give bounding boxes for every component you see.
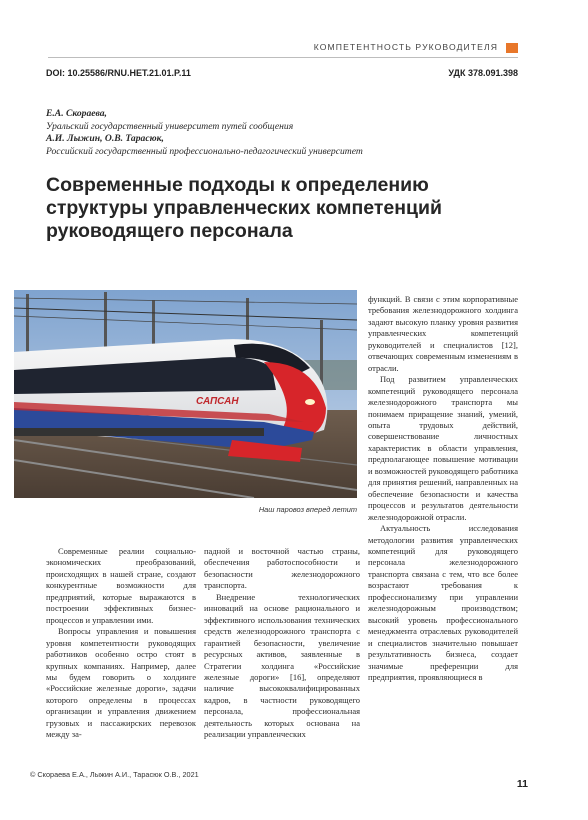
page-number: 11	[516, 778, 528, 790]
header-rule	[48, 57, 518, 58]
paragraph: Внедрение технологических инноваций на основе рационального и эффективного использования технических средств железнодорожного транспорта с гарантией безопасности, увеличение ресурсных активов, заявленные в Стратегии холдинга «Российские железные дороги» [16], определяют наличие высококвалифицированных кадров, в частности руководящего персонала, профессиональная деятельность которых основана на реализации управленческих	[204, 591, 360, 740]
section-label: КОМПЕТЕНТНОСТЬ РУКОВОДИТЕЛЯ	[313, 42, 498, 52]
author-affiliation: Российский государственный профессионально-педагогический университет	[46, 145, 363, 157]
text-column-2	[204, 546, 360, 741]
train-photo	[14, 290, 357, 498]
doi: DOI: 10.25586/RNU.HET.21.01.P.11	[46, 68, 191, 78]
authors-block	[46, 108, 506, 158]
author-name: Е.А. Скораева,	[46, 108, 107, 119]
paragraph: падной и восточной частью страны, обеспечения работоспособности и безопасности железнодорожного транспорта.	[204, 546, 360, 591]
udk: УДК 378.091.398	[448, 68, 518, 78]
paragraph: Вопросы управления и повышения уровня компетентности руководящих работников особенно остро стоят в крупных компаниях. Например, далее мы будем говорить о холдинге «Российские железные дороги», задачи которого определены в процессах организации и управления движением грузовых и пассажирских перевозок между за-	[46, 626, 196, 740]
text-column-1	[46, 546, 196, 741]
running-header	[312, 42, 518, 56]
author-affiliation: Уральский государственный университет путей сообщения	[46, 120, 294, 132]
train-logo-text: САПСАН	[196, 396, 239, 407]
accent-square	[506, 43, 518, 53]
figure-caption: Наш паровоз вперед летит	[258, 505, 357, 514]
paragraph: Под развитием управленческих компетенций руководящего персонала железнодорожного транспорта мы понимаем приращение знаний, умений, опыта трудовых действий, совершенствование личностных характеристик в области управления, предполагающее повышение мотивации и возможностей руководящего работника для принятия решений, направленных на обеспечение безопасности и качества процессов и результатов деятельности железнодорожной отрасли.	[368, 374, 518, 522]
article-title: Современные подходы к определению структуры управленческих компетенций руководящего персонала	[46, 174, 442, 242]
text-column-3	[368, 294, 518, 683]
paragraph: функций. В связи с этим корпоративные требования железнодорожного холдинга задают высокую планку уровня развития управленческих компетенций руководителей и специалистов [12], отвечающих современным изменениям в отрасли.	[368, 294, 518, 373]
paragraph: Актуальность исследования методологии развития управленческих компетенций для руководящего персонала железнодорожного транспорта связана с тем, что все более возрастают требования к профессионализму при управлении железнодорожным производством; высокий уровень профессионального менеджмента отраслевых руководителей и специалистов значительно повышает результативность бизнеса, создает значимые преференции для предприятия, проявляющиеся в	[368, 523, 518, 682]
copyright: © Скораева Е.А., Лыжин А.И., Тарасюк О.В., 2021	[30, 770, 199, 779]
author-name: А.И. Лыжин, О.В. Тарасюк,	[46, 133, 164, 144]
paragraph: Современные реалии социально-экономических преобразований, происходящих в нашей стране, создают конкурентные возможности для предприятий, которые выражаются в построении эффективных бизнес-процессов и управлении ими.	[46, 546, 196, 625]
